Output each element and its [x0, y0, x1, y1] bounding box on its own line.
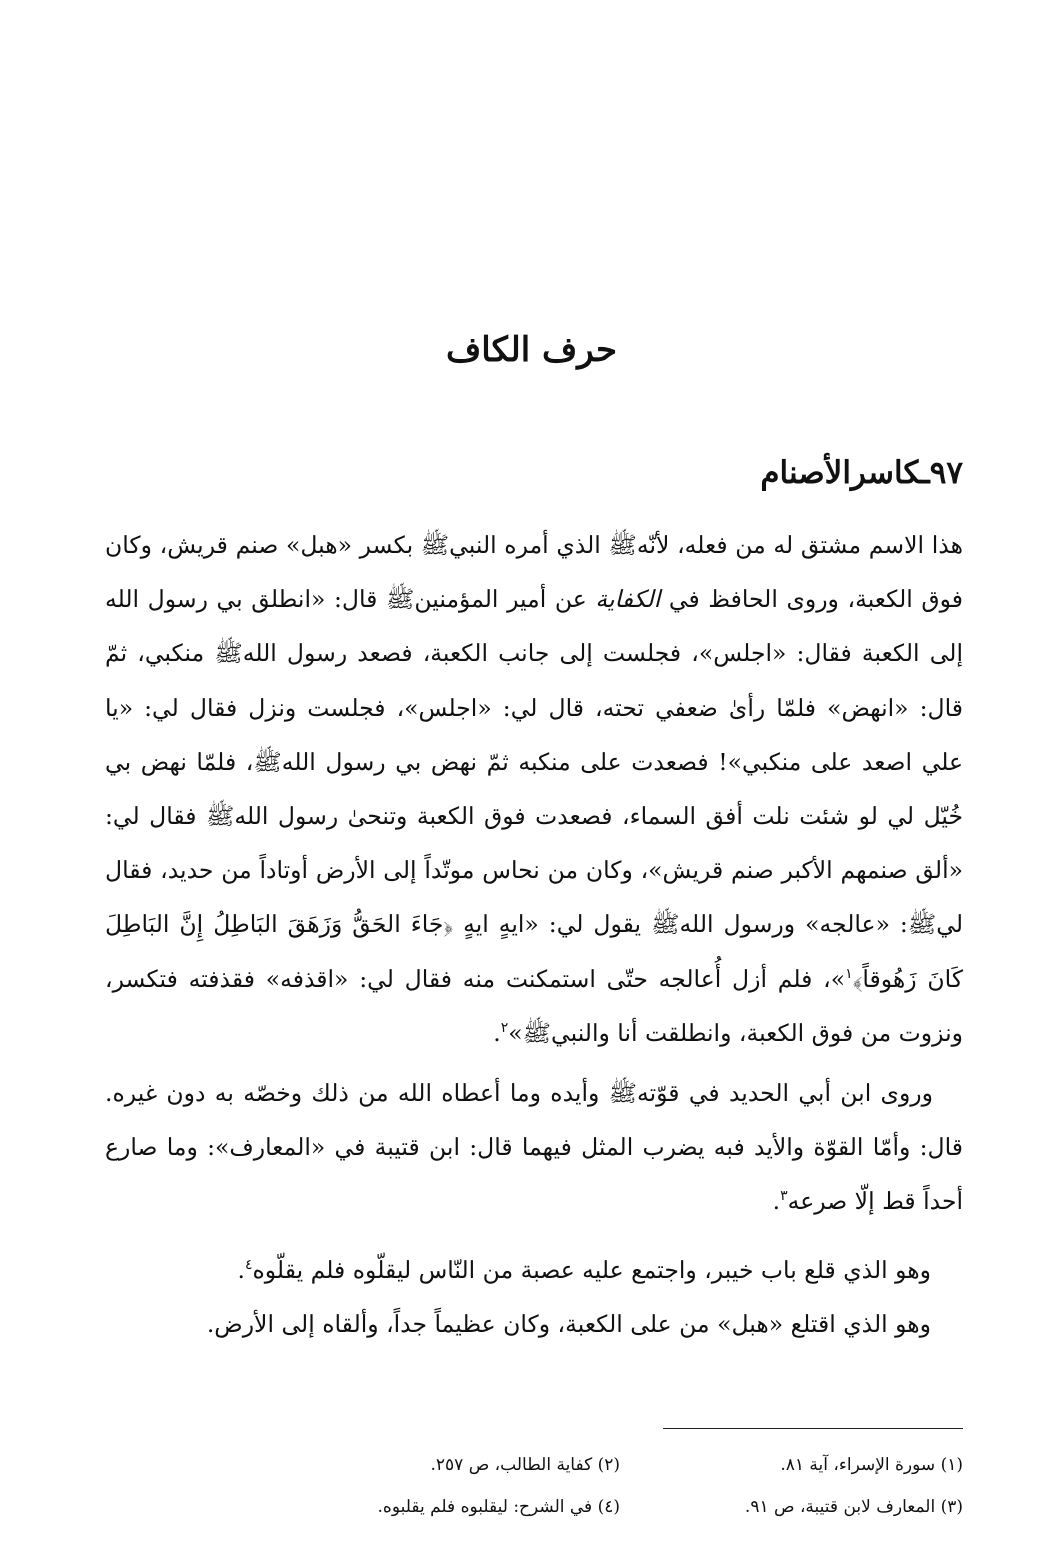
footnote-ref-2: ٢ [500, 1020, 509, 1036]
text-run: . [772, 1187, 781, 1216]
entry-title: كاسرالأصنام [760, 455, 921, 491]
entry-number: ٩٧ [929, 455, 963, 491]
paragraph-1 [105, 518, 963, 1060]
footnote-ref-1: ١ [845, 965, 853, 982]
footnote-ref-4: ٤ [244, 1256, 253, 1273]
footnote-row [105, 1444, 963, 1486]
footnote-4: (٤) في الشرح: ليقلبوه فلم يقلبوه. [377, 1497, 620, 1517]
honorific-symbol: ﷺ [420, 531, 450, 559]
honorific-symbol: ﷺ [214, 639, 243, 668]
text-run: وروى ابن أبي الحديد في قوّته [637, 1079, 933, 1108]
text-run: بكسر «هبل» صنم قريش، وكان فوق الكعبة، وروى الحافظ في [105, 531, 964, 614]
entry-heading: ٩٧ـكاسرالأصنام [760, 455, 963, 491]
honorific-symbol: ﷺ [522, 1018, 552, 1047]
footnote-ref-3: ٣ [780, 1188, 788, 1205]
honorific-symbol: ﷺ [608, 1079, 638, 1108]
entry-body [105, 518, 963, 1351]
footnote-row [105, 1486, 963, 1528]
text-run: عن أمير المؤمنين [414, 585, 596, 614]
paragraph-4 [105, 1297, 963, 1351]
honorific-symbol: ﷺ [651, 910, 680, 939]
footnote-1: (١) سورة الإسراء، آية ٨١. [780, 1455, 963, 1475]
text-run: وهو الذي اقتلع «هبل» من على الكعبة، وكان عظيماً جداً، وألقاه إلى الأرض. [206, 1309, 931, 1338]
chapter-title: حرف الكاف [445, 330, 618, 370]
text-run: » [508, 1018, 523, 1047]
book-title: الكفاية [595, 585, 661, 614]
text-run: ، فلمّا نهض بي خُيّل لي لو شئت نلت أفق السماء، فصعدت فوق الكعبة وتنحىٰ رسول الله [105, 747, 963, 831]
footnote-2: (٢) كفاية الطالب، ص ٢٥٧. [430, 1455, 620, 1475]
honorific-symbol: ﷺ [907, 910, 937, 939]
text-run: منكبي، ثمّ قال: «انهض» فلمّا رأىٰ ضعفي تحته، قال لي: «اجلس»، فجلست ونزل فقال لي: «يا علي اصعد على منكبي»! فصعدت على منكبه ثمّ نهض بي رسول الله [105, 639, 963, 776]
paragraph-2 [105, 1066, 963, 1229]
text-run: . [237, 1255, 245, 1284]
text-run: يقول لي: «ايهٍ ايهٍ [453, 910, 652, 939]
quran-quote: ﴿جَاءَ الحَقُّ وَزَهَقَ البَاطِلُ إِنَّ البَاطِلَ كَانَ زَهُوقاً﴾ [105, 910, 964, 993]
text-run: قال: «انطلق بي رسول الله إلى الكعبة فقال: «اجلس»، فجلست إلى جانب الكعبة، فصعد رسول الله [105, 585, 963, 668]
text-run: هذا الاسم مشتق له من فعله، لأنّه [636, 531, 963, 559]
honorific-symbol: ﷺ [608, 531, 637, 559]
text-run: الذي أمره النبي [449, 531, 609, 559]
text-run: : «عالجه» ورسول الله [679, 910, 908, 939]
text-run: . [493, 1018, 501, 1047]
footnote-separator [663, 1428, 963, 1429]
footnote-3: (٣) المعارف لابن قتيبة، ص ٩١. [744, 1497, 963, 1517]
honorific-symbol: ﷺ [386, 585, 415, 614]
text-run: وأيده وما أعطاه الله من ذلك وخصّه به دون غيره. قال: وأمّا القوّة والأيد فبه يضرب المثل فيهما قال: ابن قتيبة في «المعارف»: وما صارع أحداً قط إلّا صرعه [105, 1079, 963, 1216]
text-run: فقال لي: «ألق صنمهم الأكبر صنم قريش»، وكان من نحاس موتّداً إلى الأرض أوتاداً من حديد، فقال لي [105, 802, 963, 939]
footnotes [105, 1444, 963, 1528]
text-run: وهو الذي قلع باب خيبر، واجتمع عليه عصبة من النّاس ليقلّوه فلم يقلّوه [252, 1255, 931, 1284]
honorific-symbol: ﷺ [253, 747, 282, 776]
text-run: »، فلم أزل أُعالجه حتّى استمكنت منه فقال لي: «اقذفه» فقذفته فتكسر، ونزوت من فوق الكعبة، وانطلقت أنا والنبي [105, 964, 963, 1047]
honorific-symbol: ﷺ [205, 802, 235, 831]
paragraph-3 [105, 1243, 963, 1297]
